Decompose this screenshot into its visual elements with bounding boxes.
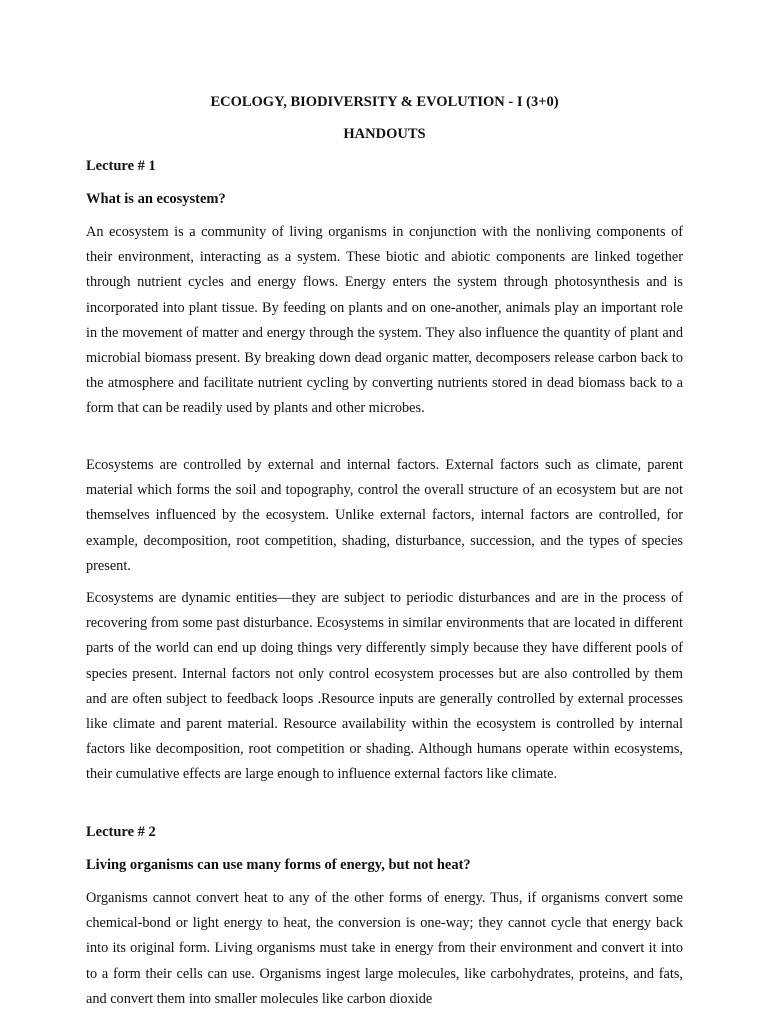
lecture-1-question: What is an ecosystem?	[86, 191, 226, 207]
document-subtitle: HANDOUTS	[343, 126, 426, 142]
paragraph-ecosystem-dynamics: Ecosystems are dynamic entities—they are subject to periodic disturbances and are in the process of recovering from some past disturbance. Ecosystems in similar environments that are located in different parts of the world can end up doing things very differently simply because they have different pools of species present. Internal factors not only control ecosystem processes but are also controlled by them and are often subject to feedback loops .Resource inputs are generally controlled by external processes like climate and parent material. Resource availability within the ecosystem is controlled by internal factors like decomposition, root competition or shading. Although humans operate within ecosystems, their cumulative effects are large enough to influence external factors like climate.	[86, 590, 683, 783]
paragraph-energy-heat: Organisms cannot convert heat to any of the other forms of energy. Thus, if organisms convert some chemical-bond or light energy to heat, the conversion is one-way; they cannot cycle that energy back into its original form. Living organisms must take in energy from their environment and convert it into to a form their cells can use. Organisms ingest large molecules, like carbohydrates, proteins, and fats, and convert them into smaller molecules like carbon dioxide	[86, 890, 683, 1007]
lecture-1-heading: Lecture # 1	[86, 158, 156, 174]
paragraph-ecosystem-factors: Ecosystems are controlled by external and internal factors. External factors such as climate, parent material which forms the soil and topography, control the overall structure of an ecosystem but are not themselves influenced by the ecosystem. Unlike external factors, internal factors are controlled, for example, decomposition, root competition, shading, disturbance, succession, and the types of species present.	[86, 457, 683, 574]
paragraph-ecosystem-definition: An ecosystem is a community of living organisms in conjunction with the nonliving components of their environment, interacting as a system. These biotic and abiotic components are linked together through nutrient cycles and energy flows. Energy enters the system through photosynthesis and is incorporated into plant tissue. By feeding on plants and on one-another, animals play an important role in the movement of matter and energy through the system. They also influence the quantity of plant and microbial biomass present. By breaking down dead organic matter, decomposers release carbon back to the atmosphere and facilitate nutrient cycling by converting nutrients stored in dead biomass back to a form that can be readily used by plants and other microbes.	[86, 224, 683, 417]
document-title: ECOLOGY, BIODIVERSITY & EVOLUTION - I (3+0)	[210, 94, 559, 110]
lecture-2-heading: Lecture # 2	[86, 824, 156, 840]
lecture-2-question: Living organisms can use many forms of energy, but not heat?	[86, 857, 471, 873]
